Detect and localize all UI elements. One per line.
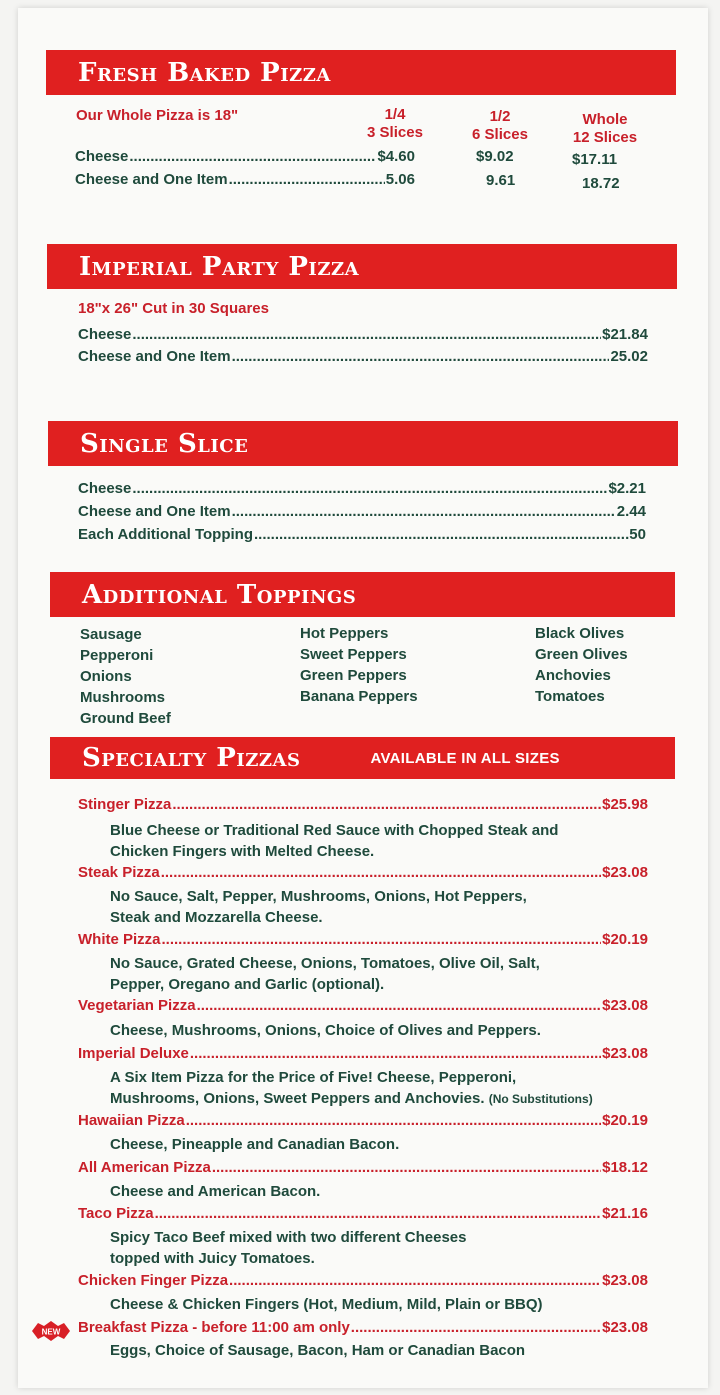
item-name: Cheese and One Item xyxy=(78,503,231,520)
specialty-item-price: $23.08 xyxy=(602,864,648,881)
description-line xyxy=(110,1020,650,1041)
description-text: Cheese & Chicken Fingers (Hot, Medium, Mild, Plain or BBQ) xyxy=(110,1296,543,1313)
topping-item: Sweet Peppers xyxy=(300,646,407,663)
toppings-banner xyxy=(50,572,675,617)
fresh-row-one-item xyxy=(75,171,415,188)
specialty-item-price: $18.12 xyxy=(602,1159,648,1176)
specialty-item-row xyxy=(78,1272,648,1289)
specialty-item-description xyxy=(110,953,650,995)
item-price-whole: 18.72 xyxy=(582,175,620,192)
single-slice-title: Single Slice xyxy=(80,428,249,459)
description-line xyxy=(110,886,650,907)
specialty-item-price: $23.08 xyxy=(602,1272,648,1289)
specialty-item-row xyxy=(78,1205,648,1222)
specialty-item-price: $21.16 xyxy=(602,1205,648,1222)
topping-item: Black Olives xyxy=(535,625,625,642)
description-line xyxy=(110,1088,650,1110)
item-name: Cheese and One Item xyxy=(78,348,231,365)
description-text: Cheese, Pineapple and Canadian Bacon. xyxy=(110,1136,400,1153)
topping-item: Tomatoes xyxy=(535,688,605,705)
col-quarter-slices: 3 Slices xyxy=(367,124,423,141)
item-price-quarter: 5.06 xyxy=(385,171,415,188)
party-pizza-title: Imperial Party Pizza xyxy=(79,251,360,282)
description-line xyxy=(110,1227,650,1248)
specialty-item-row xyxy=(78,1159,648,1176)
specialty-item-description xyxy=(110,1134,650,1155)
party-intro: 18"x 26" Cut in 30 Squares xyxy=(78,300,269,317)
specialty-subtitle: AVAILABLE IN ALL SIZES xyxy=(370,749,560,767)
single-slice-banner xyxy=(48,421,678,466)
col-half-slices: 6 Slices xyxy=(472,126,528,143)
description-line xyxy=(110,1067,650,1088)
specialty-item-price: $20.19 xyxy=(602,931,648,948)
slice-row-topping xyxy=(78,526,646,543)
topping-item: Banana Peppers xyxy=(300,688,418,705)
item-price: $21.84 xyxy=(602,326,648,343)
description-text: A Six Item Pizza for the Price of Five! Cheese, Pepperoni, xyxy=(110,1069,517,1086)
specialty-item-row xyxy=(78,1319,648,1336)
description-text: Mushrooms, Onions, Sweet Peppers and Anchovies. xyxy=(110,1090,485,1107)
description-line xyxy=(110,907,650,928)
topping-item: Pepperoni xyxy=(80,647,154,664)
fresh-baked-banner xyxy=(46,50,676,95)
description-text: Pepper, Oregano and Garlic (optional). xyxy=(110,976,385,993)
item-price-half: 9.61 xyxy=(486,172,516,189)
specialty-item-row xyxy=(78,864,648,881)
specialty-item-description xyxy=(110,1181,650,1202)
col-half-size: 1/2 xyxy=(489,108,511,125)
item-price-half: $9.02 xyxy=(476,148,514,165)
topping-item: Anchovies xyxy=(535,667,611,684)
specialty-item-description xyxy=(110,1067,650,1110)
new-badge-label: NEW xyxy=(41,1327,61,1337)
specialty-banner xyxy=(50,737,675,779)
specialty-item-price: $23.08 xyxy=(602,1319,648,1336)
specialty-item-row xyxy=(78,1112,648,1129)
topping-item: Green Peppers xyxy=(300,667,407,684)
specialty-item-name: Chicken Finger Pizza xyxy=(78,1272,229,1289)
description-text: Cheese, Mushrooms, Onions, Choice of Olives and Peppers. xyxy=(110,1022,541,1039)
party-pizza-banner xyxy=(47,244,677,289)
description-text: Spicy Taco Beef mixed with two different Cheeses xyxy=(110,1229,467,1246)
topping-item: Ground Beef xyxy=(80,710,171,727)
slice-row-one-item xyxy=(78,503,646,520)
party-row-one-item xyxy=(78,348,648,365)
col-whole-header xyxy=(560,111,650,147)
item-name: Cheese xyxy=(78,326,132,343)
description-line xyxy=(110,974,650,995)
specialty-item-name: Hawaiian Pizza xyxy=(78,1112,185,1129)
item-price-whole: $17.11 xyxy=(572,151,618,168)
description-text: Cheese and American Bacon. xyxy=(110,1183,321,1200)
description-text: Blue Cheese or Traditional Red Sauce with Chopped Steak and xyxy=(110,822,559,839)
description-line xyxy=(110,953,650,974)
specialty-item-name: All American Pizza xyxy=(78,1159,211,1176)
specialty-item-price: $25.98 xyxy=(602,796,648,813)
description-line xyxy=(110,1294,650,1315)
specialty-title: Specialty Pizzas xyxy=(82,743,301,773)
toppings-col-2 xyxy=(300,623,418,707)
description-line xyxy=(110,1181,650,1202)
toppings-col-3 xyxy=(535,623,628,707)
specialty-item-name: Breakfast Pizza - before 11:00 am only xyxy=(78,1319,350,1336)
description-line xyxy=(110,1248,650,1269)
new-badge-icon xyxy=(30,1320,72,1342)
specialty-item-row xyxy=(78,997,648,1014)
toppings-col-1 xyxy=(80,624,171,729)
col-quarter-size: 1/4 xyxy=(384,106,406,123)
topping-item: Mushrooms xyxy=(80,689,166,706)
fresh-intro: Our Whole Pizza is 18" xyxy=(76,107,239,124)
col-whole-slices: 12 Slices xyxy=(572,129,638,146)
specialty-item-description xyxy=(110,1340,650,1361)
description-note: (No Substitutions) xyxy=(488,1092,593,1106)
col-whole-size: Whole xyxy=(582,111,628,128)
specialty-item-name: Vegetarian Pizza xyxy=(78,997,196,1014)
description-line xyxy=(110,1340,650,1361)
specialty-item-row xyxy=(78,931,648,948)
specialty-item-row xyxy=(78,796,648,813)
description-text: No Sauce, Grated Cheese, Onions, Tomatoes, Olive Oil, Salt, xyxy=(110,955,540,972)
specialty-item-name: Steak Pizza xyxy=(78,864,160,881)
specialty-item-name: White Pizza xyxy=(78,931,161,948)
description-text: Steak and Mozzarella Cheese. xyxy=(110,909,323,926)
item-price: 25.02 xyxy=(610,348,648,365)
specialty-item-row xyxy=(78,1045,648,1062)
description-text: topped with Juicy Tomatoes. xyxy=(110,1250,315,1267)
item-price: $2.21 xyxy=(608,480,646,497)
item-name: Cheese xyxy=(78,480,132,497)
toppings-title: Additional Toppings xyxy=(82,579,357,610)
description-line xyxy=(110,841,650,862)
description-line xyxy=(110,820,650,841)
specialty-item-price: $23.08 xyxy=(602,997,648,1014)
slice-row-cheese xyxy=(78,480,646,497)
specialty-item-name: Taco Pizza xyxy=(78,1205,154,1222)
description-line xyxy=(110,1134,650,1155)
item-name: Cheese xyxy=(75,148,129,165)
specialty-item-name: Stinger Pizza xyxy=(78,796,172,813)
description-text: Eggs, Choice of Sausage, Bacon, Ham or Canadian Bacon xyxy=(110,1342,526,1359)
topping-item: Onions xyxy=(80,668,132,685)
specialty-item-name: Imperial Deluxe xyxy=(78,1045,189,1062)
item-name: Cheese and One Item xyxy=(75,171,228,188)
description-text: No Sauce, Salt, Pepper, Mushrooms, Onions, Hot Peppers, xyxy=(110,888,527,905)
specialty-item-description xyxy=(110,1227,650,1269)
item-price: .50 xyxy=(625,526,646,543)
topping-item: Hot Peppers xyxy=(300,625,389,642)
specialty-item-description xyxy=(110,820,650,862)
description-text: Chicken Fingers with Melted Cheese. xyxy=(110,843,375,860)
specialty-item-description xyxy=(110,886,650,928)
specialty-item-description xyxy=(110,1294,650,1315)
specialty-item-description xyxy=(110,1020,650,1041)
topping-item: Sausage xyxy=(80,626,142,643)
col-quarter-header xyxy=(355,106,435,142)
col-half-header xyxy=(460,108,540,144)
party-row-cheese xyxy=(78,326,648,343)
item-price-quarter: $4.60 xyxy=(377,148,415,165)
fresh-row-cheese xyxy=(75,148,415,165)
specialty-item-price: $23.08 xyxy=(602,1045,648,1062)
item-name: Each Additional Topping xyxy=(78,526,253,543)
fresh-baked-title: Fresh Baked Pizza xyxy=(78,57,331,88)
topping-item: Green Olives xyxy=(535,646,628,663)
item-price: 2.44 xyxy=(616,503,646,520)
specialty-item-price: $20.19 xyxy=(602,1112,648,1129)
